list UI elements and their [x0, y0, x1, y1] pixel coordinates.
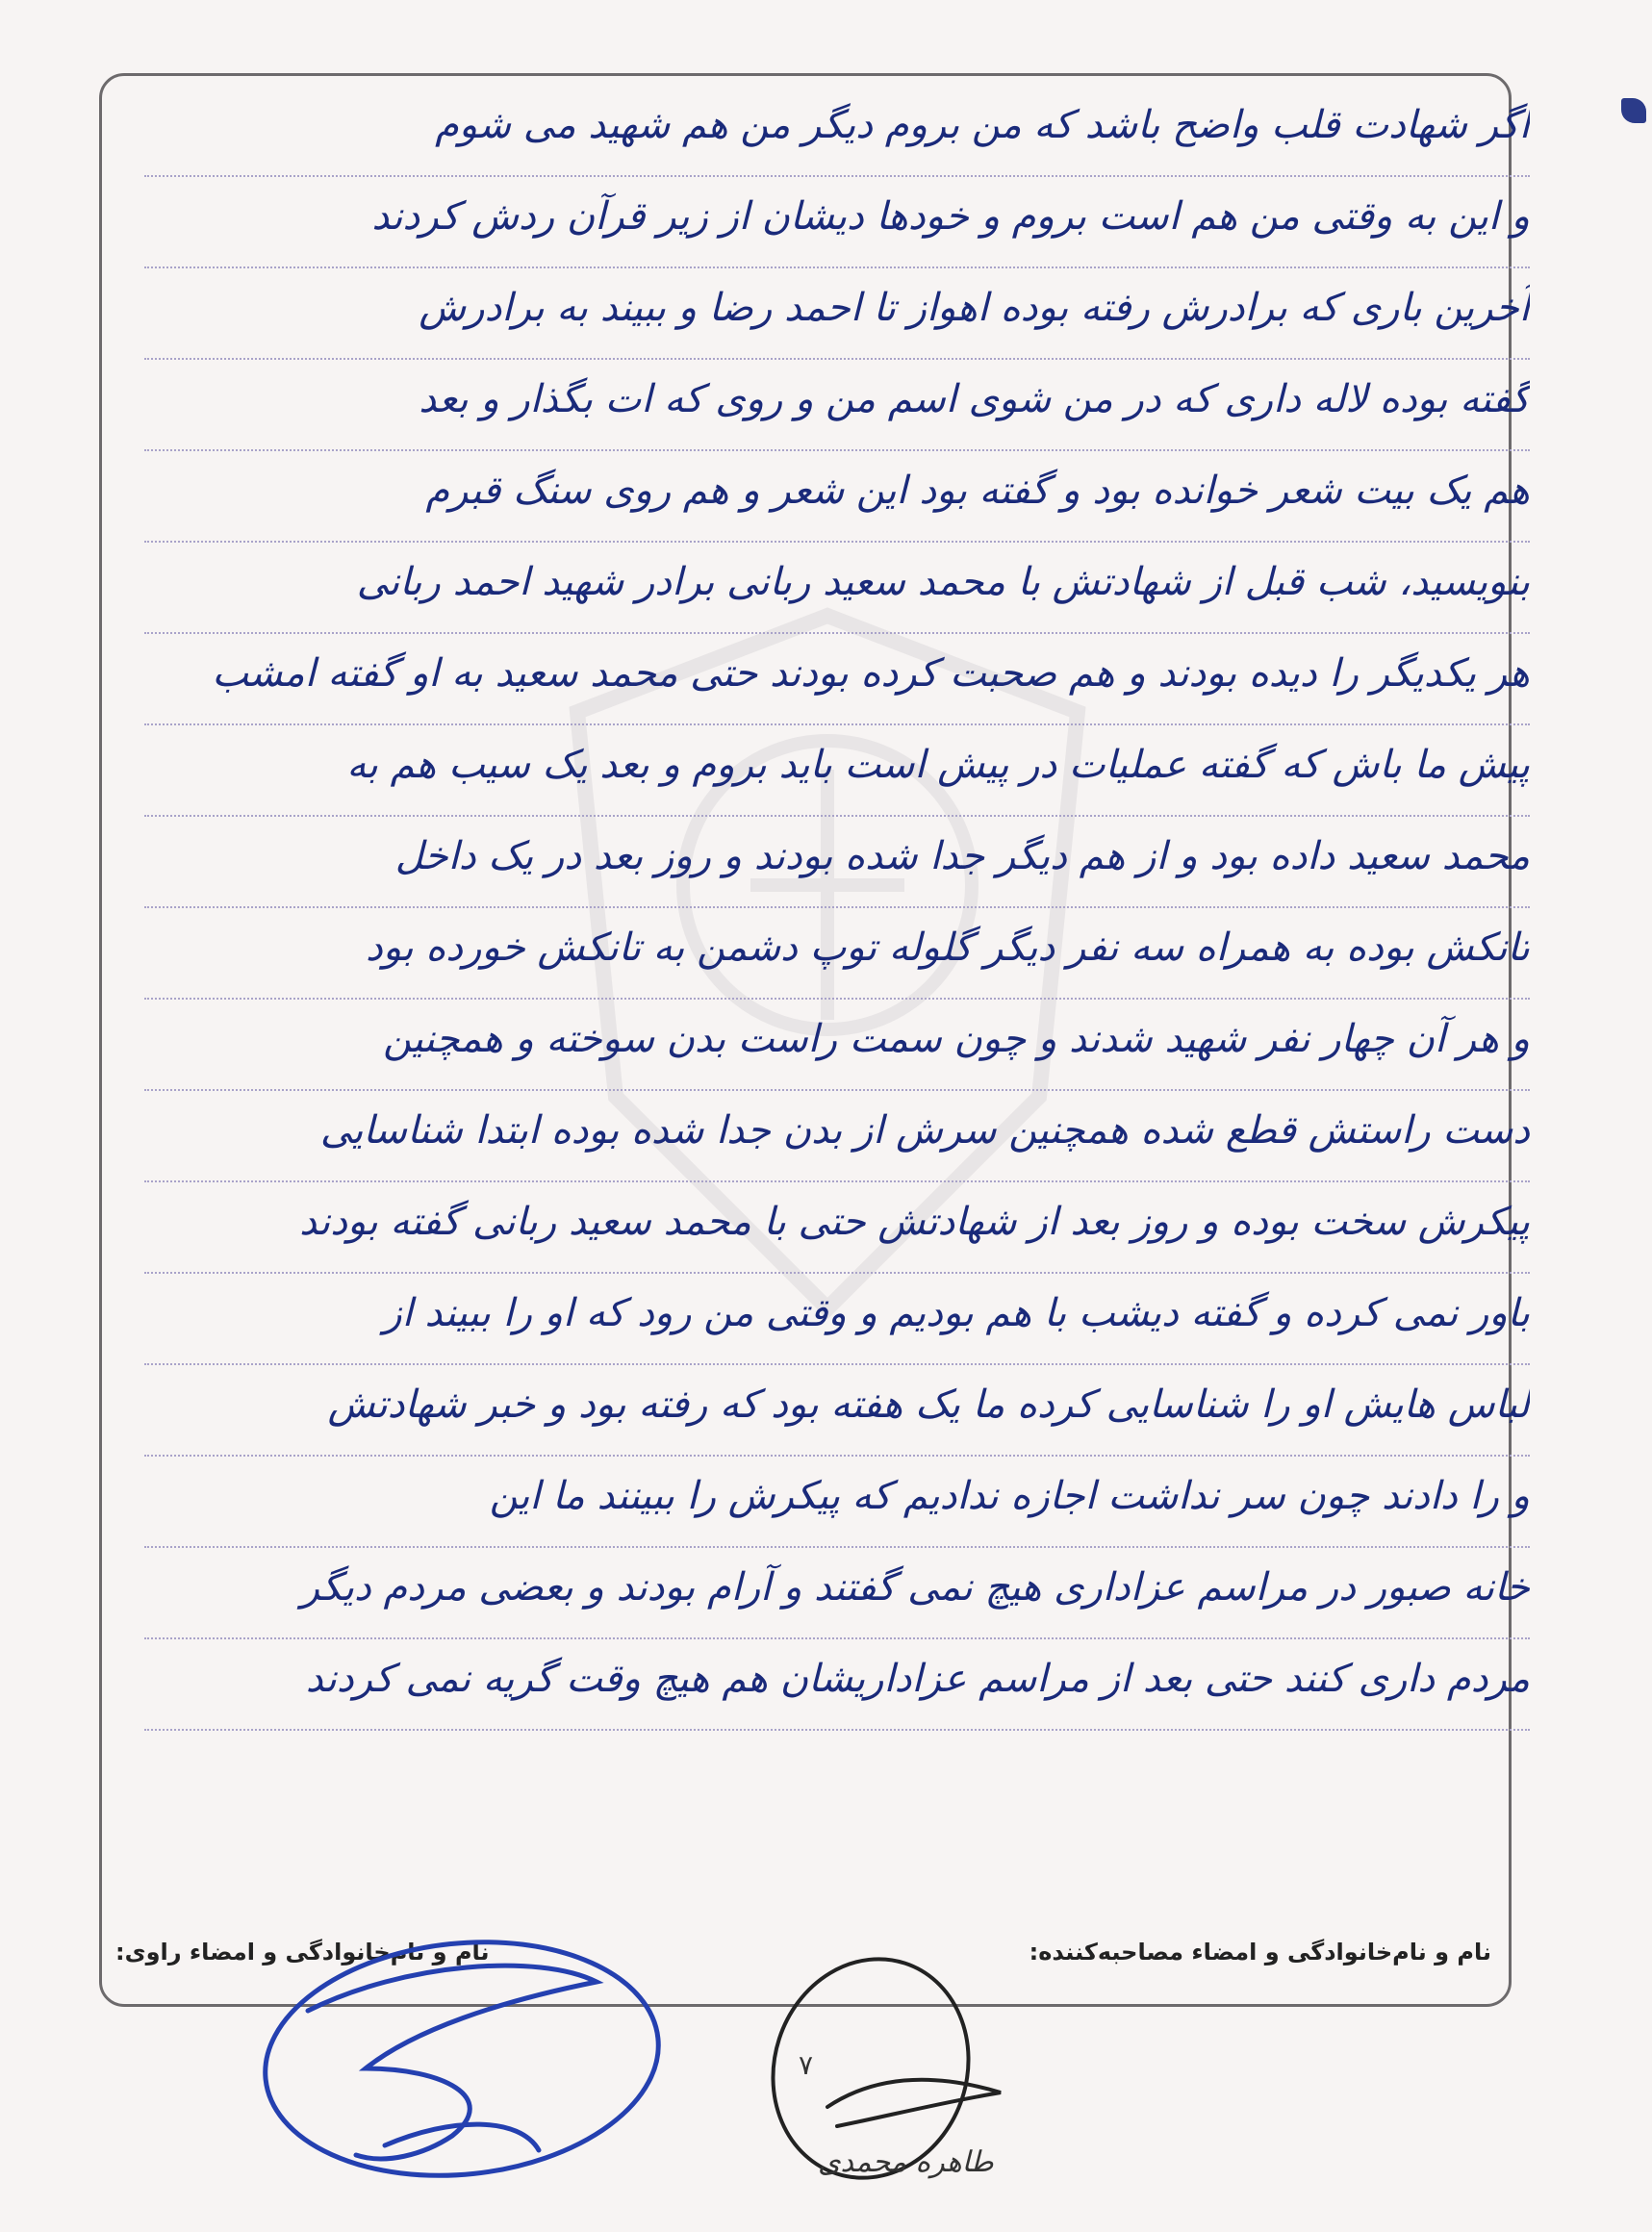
text-line: محمد سعید داده بود و از هم دیگر جدا شده بودند و روز بعد در یک داخل: [144, 818, 1530, 908]
page-number: ۷: [799, 2049, 814, 2081]
text-line: خانه صبور در مراسم عزاداری هیچ نمی گفتند و آرام بودند و بعضی مردم دیگر: [144, 1549, 1530, 1639]
text-line: پیکرش سخت بوده و روز بعد از شهادتش حتی با محمد سعید ربانی گفته بودند: [144, 1183, 1530, 1274]
interviewer-label: نام و نام‌خانوادگی و امضاء مصاحبه‌کننده:: [1029, 1939, 1491, 1966]
text-line: و این به وقتی من هم است بروم و خودها دیشان از زیر قرآن ردش کردند: [144, 178, 1530, 268]
text-line: دست راستش قطع شده همچنین سرش از بدن جدا شده بوده ابتدا شناسایی: [144, 1092, 1530, 1182]
narrator-label: نام و نام‌خانوادگی و امضاء راوی:: [115, 1939, 490, 1966]
text-line: پیش ما باش که گفته عملیات در پیش است باید بروم و بعد یک سیب هم به: [144, 726, 1530, 817]
text-line: بنویسید، شب قبل از شهادتش با محمد سعید ربانی برادر شهید احمد ربانی: [144, 544, 1530, 634]
bullet-icon: [1621, 98, 1646, 123]
text-line: تانکش بوده به همراه سه نفر دیگر گلوله توپ دشمن به تانکش خورده بود: [144, 909, 1530, 1000]
text-line: اگر شهادت قلب واضح باشد که من بروم دیگر من هم شهید می شوم: [144, 87, 1530, 177]
text-line: هر یکدیگر را دیده بودند و هم صحبت کرده بودند حتی محمد سعید به او گفته امشب: [144, 635, 1530, 725]
text-line: هم یک بیت شعر خوانده بود و گفته بود این شعر و هم روی سنگ قبرم: [144, 452, 1530, 543]
text-line: لباس هایش او را شناسایی کرده ما یک هفته بود که رفته بود و خبر شهادتش: [144, 1366, 1530, 1457]
text-line: و را دادند چون سر نداشت اجازه ندادیم که پیکرش را ببینند ما این: [144, 1458, 1530, 1548]
text-line: آخرین باری که برادرش رفته بوده اهواز تا احمد رضا و ببیند به برادرش: [144, 269, 1530, 360]
text-line: گفته بوده لاله داری که در من شوی اسم من و روی که ات بگذار و بعد: [144, 361, 1530, 451]
text-line: باور نمی کرده و گفته دیشب با هم بودیم و وقتی من رود که او را ببیند از: [144, 1275, 1530, 1365]
text-line: مردم داری کنند حتی بعد از مراسم عزاداریشان هم هیچ وقت گریه نمی کردند: [144, 1640, 1530, 1731]
handwritten-text: [67, 87, 1530, 1934]
text-line: و هر آن چهار نفر شهید شدند و چون سمت راست بدن سوخته و همچنین: [144, 1001, 1530, 1091]
signature-name: طاهره محمدی: [818, 2145, 994, 2179]
signature-footer: [115, 1939, 1491, 1981]
